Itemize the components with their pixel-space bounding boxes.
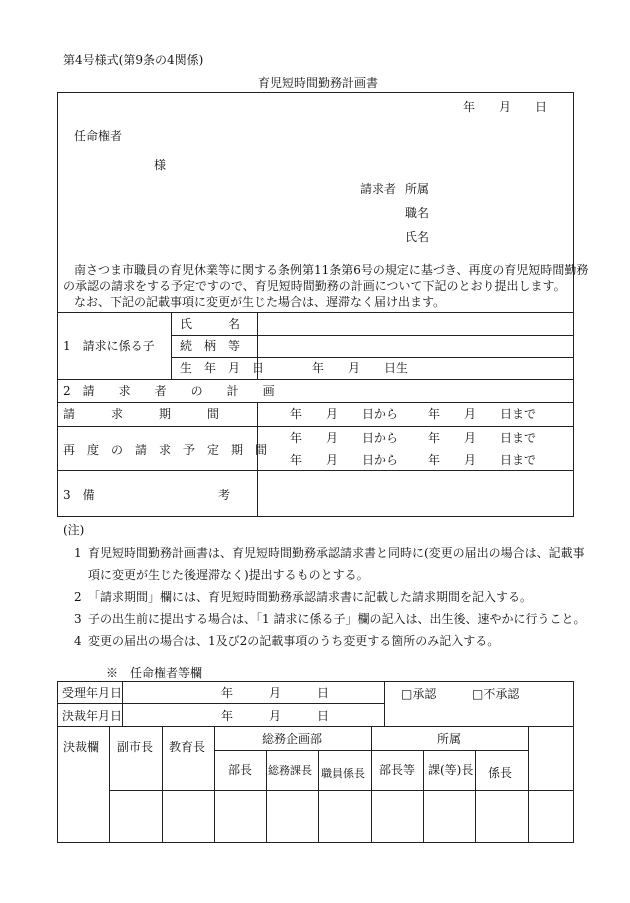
redo-period-label: 再 度 の 請 求 予 定 期 間: [63, 443, 268, 457]
disapprove-checkbox[interactable]: □不承認: [472, 687, 520, 701]
body-text-line-2: の承認の請求をする予定ですので、育児短時間勤務の計画について下記のとおり提出します。: [63, 279, 566, 293]
form-number: 第4号様式(第9条の4関係): [63, 53, 204, 67]
note-text-2: 「請求期間」欄には、育児短時間勤務承認請求書に記載した請求期間を記入する。: [88, 590, 533, 604]
note-text-1-line-2: 項に変更が生じた後遅滞なく)提出するものとする。: [88, 568, 369, 582]
sama-label: 様: [154, 158, 167, 172]
notes-title: (注): [63, 523, 85, 537]
child-name-label: 氏 名: [180, 317, 241, 331]
note-text-3: 子の出生前に提出する場合は、「1 請求に係る子」欄の記入は、出生後、速やかに行うこと。: [88, 612, 586, 626]
admin-table: [57, 681, 574, 843]
department-label: 所属: [405, 182, 430, 196]
redo-period-to-1: 年 月 日まで: [428, 431, 537, 445]
remarks-label-2: 考: [218, 488, 231, 502]
redo-period-to-2: 年 月 日まで: [428, 453, 537, 467]
admin-heading: ※ 任命権者等欄: [106, 666, 203, 680]
name-label: 氏名: [405, 230, 430, 244]
position-label: 職名: [405, 206, 430, 220]
child-birth-label: 生 年 月 日: [180, 361, 265, 375]
decision-column-label: 決裁欄: [63, 740, 100, 754]
education-chief-label: 教育長: [169, 740, 206, 754]
note-number-3: 3: [74, 612, 82, 626]
affiliation-label: 所属: [437, 732, 462, 746]
approve-checkbox[interactable]: □承認: [401, 687, 437, 701]
section-chief-label: 課(等)長: [428, 763, 474, 777]
vice-mayor-label: 副市長: [117, 740, 154, 754]
submission-date: 年 月 日: [463, 100, 548, 114]
dept-head-label: 部長: [228, 763, 253, 777]
general-planning-label: 総務企画部: [262, 732, 323, 746]
note-number-2: 2: [74, 590, 82, 604]
requester-label: 請求者: [360, 182, 397, 196]
unit-chief-label: 係長: [488, 766, 513, 780]
decided-date-label: 決裁年月日: [62, 709, 123, 723]
appointer-label: 任命権者: [74, 129, 123, 143]
body-text-line-1: 南さつま市職員の育児休業等に関する条例第11条第6号の規定に基づき、再度の育児短時間勤務: [74, 263, 589, 277]
request-period-label: 請 求 期 間: [63, 407, 220, 421]
document-title: 育児短時間勤務計画書: [258, 76, 379, 90]
plan-section-label: 2 請 求 者 の 計 画: [63, 384, 275, 398]
child-relation-label: 続 柄 等: [180, 339, 241, 353]
note-text-1-line-1: 育児短時間勤務計画書は、育児短時間勤務承認請求書と同時に(変更の届出の場合は、記載事: [88, 546, 585, 560]
general-affairs-chief-label: 総務課長: [268, 764, 312, 777]
redo-period-from-1: 年 月 日から: [290, 431, 399, 445]
request-period-to: 年 月 日まで: [428, 407, 537, 421]
redo-period-from-2: 年 月 日から: [290, 453, 399, 467]
child-birth-value: 年 月 日生: [312, 361, 409, 375]
received-date-label: 受理年月日: [62, 686, 123, 700]
staff-chief-label: 職員係長: [321, 767, 365, 780]
note-text-4: 変更の届出の場合は、1及び2の記載事項のうち変更する箇所のみ記入する。: [88, 634, 500, 648]
remarks-label: 3 備: [63, 488, 95, 502]
dept-head-etc-label: 部長等: [379, 763, 416, 777]
child-section-label: 1 請求に係る子: [63, 339, 155, 353]
received-date-value: 年 月 日: [221, 686, 330, 700]
note-number-1: 1: [74, 546, 82, 560]
note-number-4: 4: [74, 634, 82, 648]
body-text-line-3: なお、下記の記載事項に変更が生じた場合は、遅滞なく届け出ます。: [74, 295, 446, 309]
request-period-from: 年 月 日から: [290, 407, 399, 421]
decided-date-value: 年 月 日: [221, 709, 330, 723]
